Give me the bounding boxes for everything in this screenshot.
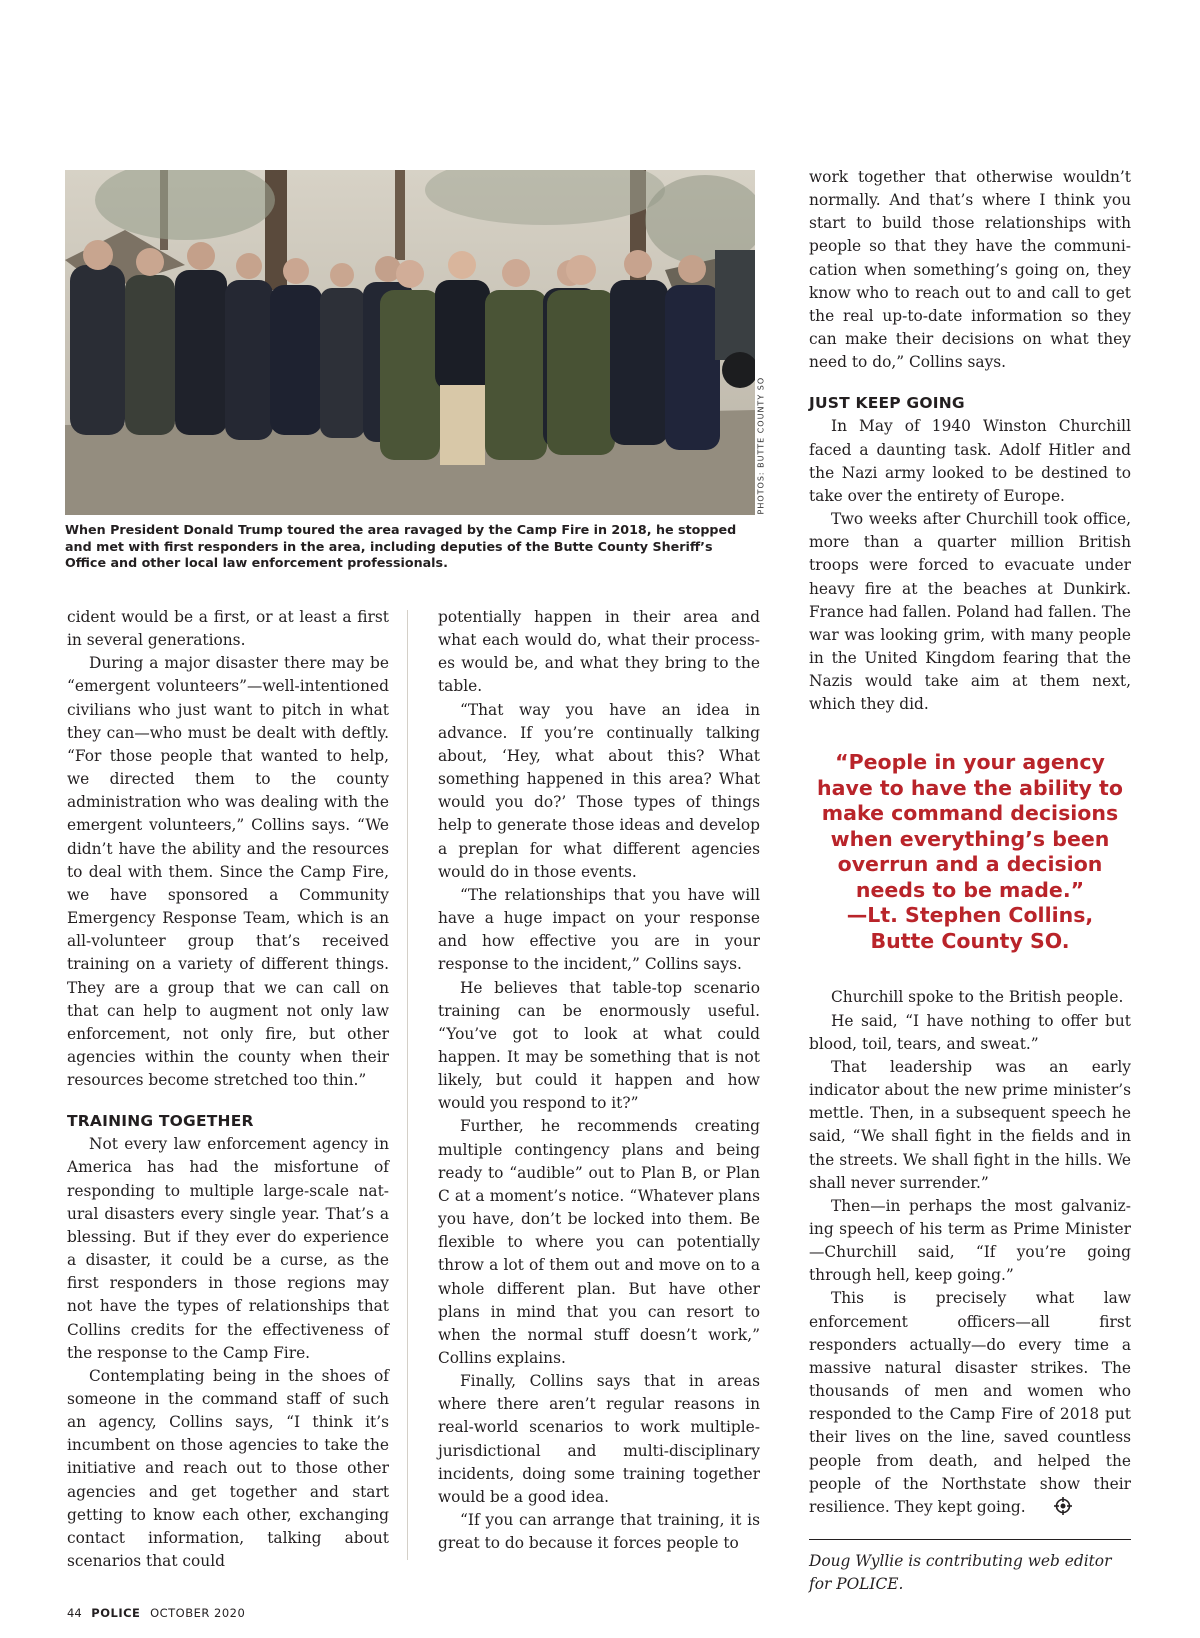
column-divider bbox=[407, 610, 408, 1560]
section-heading: JUST KEEP GOING bbox=[809, 394, 965, 413]
paragraph: That leadership was an early indicator about the new prime minister’s mettle. Then, in a subsequent speech he said, “We shall fight in the fields and in the streets. We shall fight in the hills. We shall never surrender.” bbox=[809, 1057, 1131, 1192]
column-divider bbox=[778, 166, 779, 1560]
paragraph: Not every law enforcement agency in America has had the misfortune of responding to multiple large-scale natural disasters every single year. That’s a blessing. But if they ever do experience a disaster, it could be a curse, as the first responders in those regions may not have the types of relationships that Collins credits for the effectiveness of the response to the Camp Fire. bbox=[67, 1135, 389, 1362]
closing-paragraph-text: This is precisely what law enforcement officers—all first responders actually—do every time a massive natural disaster strikes. The thousands of men and women who responded to the Camp Fire of 2018 put their lives on the line, saved countless people from death, and helped the people of the Northstate show their resilience. They kept going. bbox=[809, 1289, 1131, 1516]
page-footer bbox=[67, 1606, 245, 1620]
crosshair-end-icon bbox=[1032, 1497, 1050, 1515]
publication-name: POLICE bbox=[91, 1606, 141, 1620]
paragraph: In May of 1940 Winston Churchill faced a daunting task. Adolf Hitler and the Nazi army looked to be destined to take over the entirety of Europe. bbox=[809, 417, 1131, 505]
paragraph: cident would be a first, or at least a first in several generations. bbox=[67, 608, 389, 650]
paragraph: “If you can arrange that training, it is great to do because it forces people to bbox=[438, 1511, 760, 1553]
paragraph: Churchill spoke to the British people. bbox=[831, 988, 1124, 1007]
section-heading: TRAINING TOGETHER bbox=[67, 1112, 254, 1131]
pull-quote-attribution-org: Butte County SO. bbox=[870, 928, 1070, 953]
paragraph bbox=[809, 1287, 1131, 1519]
pull-quote-attribution-name: —Lt. Stephen Collins, bbox=[846, 903, 1094, 928]
photo-illustration bbox=[65, 170, 755, 515]
photo-caption: When President Donald Trump toured the area ravaged by the Camp Fire in 2018, he stopped and met with first responders in the area, including deputies of the Butte County Sheriff’s Office and other local law enforcement professionals. bbox=[65, 522, 737, 570]
paragraph: Two weeks after Churchill took office, more than a quarter million British troops were forced to evacuate under heavy fire at the beaches at Dunkirk. France had fallen. Poland had fallen. The war was looking grim, with many people in the United Kingdom fearing that the Nazis would take aim at them next, which they did. bbox=[809, 510, 1131, 714]
photo-credit-text: PHOTOS: BUTTE COUNTY SO bbox=[756, 376, 766, 515]
paragraph: work together that otherwise wouldn’t normally. And that’s where I think you start to build those relationships with people so that they have the communication when something’s going on, they know who to reach out to and call to get the real up-to-date information so they can make their decisions on what they need to do,” Collins says. bbox=[809, 168, 1131, 372]
pull-quote bbox=[809, 750, 1131, 954]
paragraph: Contemplating being in the shoes of someone in the command staff of such an agency, Collins says, “I think it’s incumbent on those agencies to take the initiative and reach out to those other agencies and get together and start getting to know each other, exchanging contact information, talking about scenarios that could bbox=[67, 1366, 389, 1571]
page-number: 44 bbox=[67, 1606, 82, 1620]
photo-credit bbox=[756, 376, 766, 515]
paragraph: “That way you have an idea in advance. If you’re continually talking about, ‘Hey, what about this? What something happened in this area? What would you do?’ Those types of things help to generate those ideas and develop a preplan for what different agencies would do in those events. bbox=[438, 700, 760, 881]
paragraph: During a major disaster there may be “emergent volunteers”—well-intentioned civilians who just want to pitch in what they can—who must be dealt with deftly. “For those people that wanted to help, we directed them to the county administration who was dealing with the emergent volunteers,” Collins says. “We didn’t have the ability and the resources to deal with them. Since the Camp Fire, we have sponsored a Community Emergency Response Team, which is an all-volunteer group that’s received training on a variety of different things. They are a group that we can call on that can help to augment not only law enforcement, not only fire, but other agencies within the county when their resources become stretched too thin.” bbox=[67, 654, 389, 1090]
paragraph: He believes that table-top scenario training can be enormously useful. “You’ve got to look at what could happen. It may be something that is not likely, but could it happen and how would you respond to it?” bbox=[438, 978, 760, 1113]
article-column-3 bbox=[809, 166, 1131, 1596]
paragraph: Then—in perhaps the most galvanizing speech of his term as Prime Minister—Churchill said, “If you’re going through hell, keep going.” bbox=[809, 1196, 1131, 1285]
author-bio: Doug Wyllie is contributing web editor for POLICE. bbox=[809, 1552, 1112, 1594]
paragraph: Further, he recommends creating multiple contingency plans and being ready to “audible” out to Plan B, or Plan C at a moment’s notice. “Whatever plans you have, don’t be locked into them. Be flexible to where you can potentially throw a lot of them out and move on to a whole different plan. But have other plans in mind that you can resort to when the normal stuff doesn’t work,” Collins explains. bbox=[438, 1117, 760, 1367]
article-column-2 bbox=[438, 606, 760, 1555]
group-photo bbox=[65, 170, 755, 515]
article-column-1 bbox=[67, 606, 389, 1573]
issue-date: OCTOBER 2020 bbox=[150, 1606, 246, 1620]
paragraph: “The relationships that you have will have a huge impact on your response and how effective you are in your response to the incident,” Collins says. bbox=[438, 885, 760, 974]
paragraph: Finally, Collins says that in areas where there aren’t regular reasons in real-world scenarios to work multiple-jurisdictional and multi-disciplinary incidents, doing some training together would be a good idea. bbox=[438, 1372, 760, 1506]
paragraph: He said, “I have nothing to offer but blood, toil, tears, and sweat.” bbox=[809, 1011, 1131, 1053]
paragraph: potentially happen in their area and what each would do, what their processes would be, and what they bring to the table. bbox=[438, 608, 760, 696]
pull-quote-text: “People in your agency have to have the ability to make command decisions when everything’s been overrun and a decision needs to be made.” bbox=[817, 750, 1123, 902]
bio-divider bbox=[809, 1539, 1131, 1540]
